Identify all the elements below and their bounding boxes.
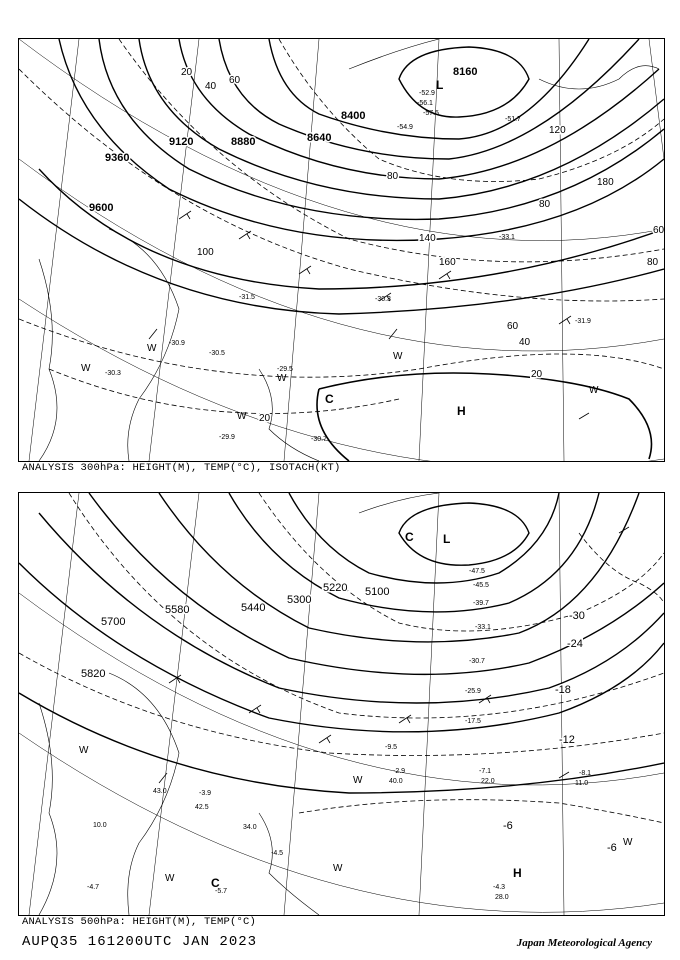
- temp-label: -30.9: [169, 340, 185, 347]
- temp-reading: -4.3: [493, 884, 506, 891]
- graticule: [19, 39, 664, 461]
- height-label: 9120: [169, 136, 194, 148]
- system-marker-warm: W: [277, 373, 287, 384]
- system-marker-warm: W: [81, 363, 91, 374]
- isotach-label: 100: [197, 247, 214, 258]
- system-marker-high: H: [457, 404, 466, 418]
- isotach-label: 60: [229, 75, 241, 86]
- isotherm-label: -6: [607, 842, 617, 854]
- temp-reading: -7.1: [479, 768, 492, 775]
- isotherm-label: -12: [559, 734, 575, 746]
- temp-reading: -39.7: [473, 600, 489, 607]
- temp-label: -57.5: [423, 110, 439, 117]
- temp-label: -30.5: [209, 350, 225, 357]
- height-label: 8400: [341, 110, 366, 122]
- map-500hpa: [18, 492, 665, 916]
- temp-label: -51.7: [505, 116, 521, 123]
- system-marker-warm: W: [165, 873, 175, 884]
- map-300hpa: [18, 38, 665, 462]
- temp-label: -30.7: [311, 436, 327, 443]
- warm-ridge-contour: [317, 373, 652, 461]
- coastline: [39, 493, 439, 915]
- height-label: 5100: [365, 586, 390, 598]
- temp-reading: -9.5: [385, 744, 398, 751]
- panel-caption-500hpa: ANALYSIS 500hPa: HEIGHT(M), TEMP(°C): [22, 916, 257, 928]
- height-label: 9600: [89, 202, 114, 214]
- system-marker-low: L: [443, 532, 451, 546]
- system-marker-warm: W: [393, 351, 403, 362]
- height-label: 8880: [231, 136, 256, 148]
- temp-reading: -4.5: [271, 850, 284, 857]
- isotach-lines: [19, 39, 664, 414]
- temp-label: -29.5: [277, 366, 293, 373]
- height-label: 8160: [453, 66, 478, 78]
- dewpoint-reading: 34.0: [243, 824, 257, 831]
- temp-reading: -45.5: [473, 582, 489, 589]
- isotach-label: 40: [205, 81, 217, 92]
- temp-label: -30.3: [105, 370, 121, 377]
- isotach-label: 20: [181, 67, 193, 78]
- wind-barbs: [149, 211, 589, 419]
- temp-label: -52.9: [419, 90, 435, 97]
- dewpoint-reading: 40.0: [389, 778, 403, 785]
- height-label: 5220: [323, 582, 348, 594]
- temp-reading: -2.9: [393, 768, 406, 775]
- temp-label: -33.1: [499, 234, 515, 241]
- temp-label: -29.9: [219, 434, 235, 441]
- coastline: [39, 39, 659, 461]
- isotach-label: 80: [647, 257, 659, 268]
- dewpoint-reading: 43.0: [153, 788, 167, 795]
- temp-reading: -47.5: [469, 568, 485, 575]
- isotach-label: 160: [439, 257, 456, 268]
- temp-reading: -17.5: [465, 718, 481, 725]
- isotherm-label: -30: [569, 610, 585, 622]
- system-marker-high: H: [513, 866, 522, 880]
- temp-label: -54.9: [397, 124, 413, 131]
- system-marker-low: L: [436, 78, 444, 92]
- height-label: 5440: [241, 602, 266, 614]
- dewpoint-reading: 11.0: [575, 780, 589, 787]
- system-marker-cold: C: [211, 876, 220, 890]
- isotach-label: 180: [597, 177, 614, 188]
- height-label: 5300: [287, 594, 312, 606]
- temp-label: -56.1: [417, 100, 433, 107]
- temp-label: -30.3: [375, 296, 391, 303]
- panel-caption-300hpa: ANALYSIS 300hPa: HEIGHT(M), TEMP(°C), ISOTACH(KT): [22, 462, 341, 474]
- temp-reading: -3.9: [199, 790, 212, 797]
- system-marker-warm: W: [589, 385, 599, 396]
- height-label: 5820: [81, 668, 106, 680]
- system-marker-warm: W: [147, 343, 157, 354]
- height-contours: [19, 39, 664, 314]
- temp-reading: -25.9: [465, 688, 481, 695]
- temp-label: -31.9: [575, 318, 591, 325]
- dewpoint-reading: 28.0: [495, 894, 509, 901]
- isotach-label: 20: [531, 369, 543, 380]
- system-marker-cold: C: [325, 392, 334, 406]
- dewpoint-reading: 42.5: [195, 804, 209, 811]
- isotach-label: 20: [259, 413, 271, 424]
- isotach-label: 60: [653, 225, 664, 236]
- map-300hpa-canvas: [19, 39, 664, 461]
- system-marker-warm: W: [353, 775, 363, 786]
- isotherm-label: -24: [567, 638, 583, 650]
- temp-reading: -30.7: [469, 658, 485, 665]
- height-label: 9360: [105, 152, 130, 164]
- isotherm-label: -6: [503, 820, 513, 832]
- temp-reading: -8.1: [579, 770, 592, 777]
- dewpoint-reading: 22.0: [481, 778, 495, 785]
- agency-credit: Japan Meteorological Agency: [516, 937, 652, 949]
- product-code: AUPQ35 161200UTC JAN 2023: [22, 934, 258, 950]
- system-marker-warm: W: [237, 411, 247, 422]
- dewpoint-reading: 10.0: [93, 822, 107, 829]
- system-marker-warm: W: [333, 863, 343, 874]
- map-500hpa-canvas: [19, 493, 664, 915]
- temp-reading: -5.7: [215, 888, 228, 895]
- system-marker-cold: C: [405, 530, 414, 544]
- height-label: 5700: [101, 616, 126, 628]
- temp-reading: -33.1: [475, 624, 491, 631]
- temp-reading: -4.7: [87, 884, 100, 891]
- isotach-label: 140: [419, 233, 436, 244]
- isotach-label: 40: [519, 337, 531, 348]
- height-label: 8640: [307, 132, 332, 144]
- isotach-label: 80: [387, 171, 399, 182]
- system-marker-warm: W: [623, 837, 633, 848]
- temp-label: -31.5: [239, 294, 255, 301]
- system-marker-warm: W: [79, 745, 89, 756]
- isotach-label: 120: [549, 125, 566, 136]
- isotherm-label: -18: [555, 684, 571, 696]
- isotach-label: 60: [507, 321, 519, 332]
- isotach-label: 80: [539, 199, 551, 210]
- height-label: 5580: [165, 604, 190, 616]
